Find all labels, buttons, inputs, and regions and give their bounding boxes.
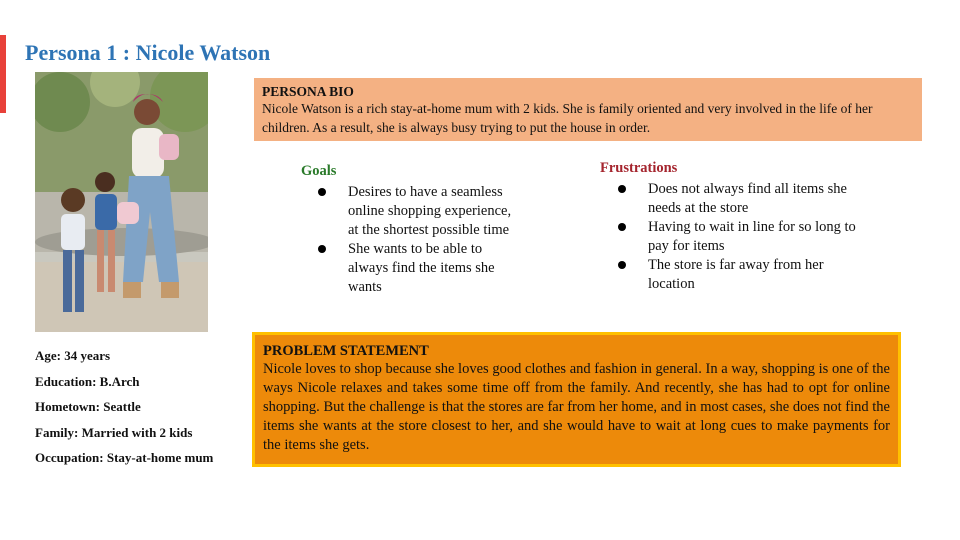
goal-item: She wants to be able to always find the items she wants <box>316 240 516 297</box>
frustrations-list <box>616 180 866 294</box>
goals-heading: Goals <box>301 163 337 179</box>
frustration-item: Does not always find all items she needs at the store <box>616 180 866 218</box>
persona-photo <box>35 72 208 332</box>
problem-statement-box <box>252 332 901 467</box>
fact-hometown: Hometown: Seattle <box>35 399 141 414</box>
problem-heading: PROBLEM STATEMENT <box>263 343 429 359</box>
goals-list <box>316 183 516 297</box>
goal-item: Desires to have a seamless online shopping experience, at the shortest possible time <box>316 183 516 240</box>
frustration-item: The store is far away from her location <box>616 256 866 294</box>
persona-bio-box <box>254 78 922 141</box>
fact-age: Age: 34 years <box>35 348 111 363</box>
fact-education: Education: B.Arch <box>35 373 140 389</box>
problem-text: Nicole loves to shop because she loves good clothes and fashion in general. In a way, shopping is one of the ways Nicole relaxes and takes some time off from the family. And recently, she has had to opt for online shopping. But the challenge is that the stores are far from her home, and in most cases, she does not find the items she wants at the store closest to her, and she would have to wait at long cues to make payments for the items she gets. <box>263 361 890 453</box>
frustrations-heading: Frustrations <box>600 160 678 176</box>
persona-facts <box>35 348 213 476</box>
frustration-item: Having to wait in line for so long to pay for items <box>616 218 866 256</box>
accent-bar <box>0 35 6 113</box>
bio-heading: PERSONA BIO <box>262 84 354 99</box>
page-title: Persona 1 : Nicole Watson <box>25 40 271 65</box>
bio-text: Nicole Watson is a rich stay-at-home mum with 2 kids. She is family oriented and very involved in the life of her children. As a result, she is always busy trying to put the house in order. <box>262 101 873 135</box>
fact-family: Family: Married with 2 kids <box>35 424 193 440</box>
fact-occupation: Occupation: Stay-at-home mum <box>35 450 214 465</box>
